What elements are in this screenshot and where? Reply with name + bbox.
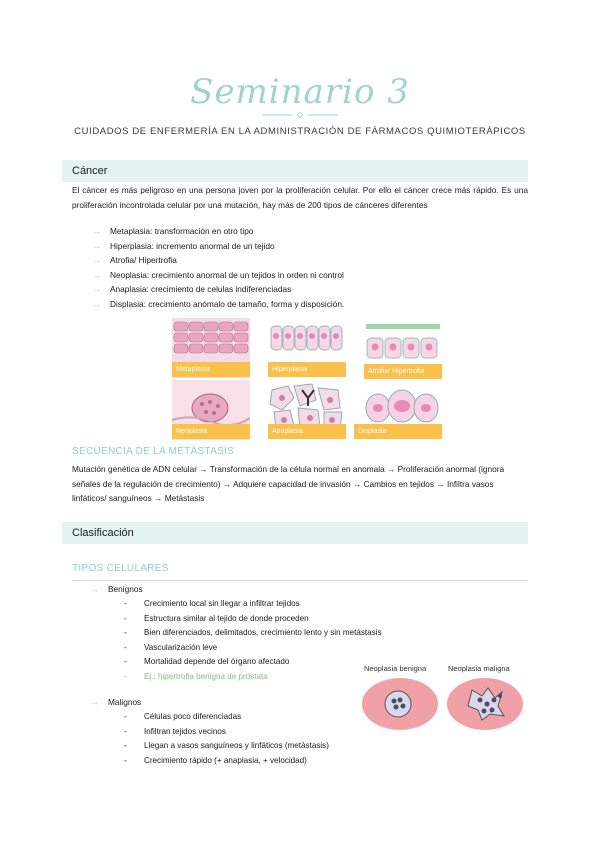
image-label: Neoplasia: [172, 424, 250, 439]
arrow-icon: →: [92, 226, 101, 236]
list-item: - Estructura similar al tejido de donde proceden: [124, 613, 309, 623]
neoplasia-diagram: [360, 676, 530, 734]
image-label: Metaplasia: [172, 362, 250, 377]
list-item: → Neoplasia: crecimiento anormal de un tejidos in orden ni control: [92, 268, 344, 283]
list-item: → Metaplasia: transformación en otro tipo: [92, 224, 344, 239]
arrow-icon: →: [92, 269, 101, 280]
malignos-heading: → Malignos: [90, 697, 142, 707]
list-item: - Células poco diferenciadas: [124, 712, 242, 721]
figure-label: Neoplasia benigna: [364, 664, 427, 673]
arrow-icon: →: [92, 298, 101, 309]
arrow-icon: →: [90, 697, 99, 707]
title-ornament: [262, 112, 338, 118]
page-subtitle: CUIDADOS DE ENFERMERÍA EN LA ADMINISTRACIÓN DE FÁRMACOS QUIMIOTERÁPICOS: [74, 126, 526, 137]
metastasis-sequence: Mutación genética de ADN celular → Transformación de la célula normal en anomala → Proliferación anormal (ignora señales de la regulación de crecimiento) → Adquiere capacidad de invasión → Cambios en tejidos → Infiltra vasos linfáticos/ sanguíneos → Metástasis: [72, 464, 505, 503]
figure-label: Neoplasia maligna: [448, 664, 510, 673]
cancer-intro: El cáncer es más peligroso en una persona joven por la proliferación celular. Por ello el cáncer crece más rápido. Es una proliferación incontrolada celular por una mutación, hay más de 200 tipos de cánceres diferentes: [72, 185, 528, 210]
malignos-list: [124, 710, 329, 768]
list-item: → Atrofia/ Hipertrofia: [92, 253, 344, 268]
cancer-types-list: [92, 224, 344, 312]
neoplasia-figure: [360, 664, 530, 734]
benignos-heading: → Benignos: [90, 584, 143, 594]
list-item: - Infiltran tejidos vecinos: [124, 726, 226, 736]
arrow-icon: →: [92, 240, 101, 251]
tipos-celulares-heading: TIPOS CELULARES: [72, 563, 169, 574]
section-heading-cancer: Cáncer: [62, 160, 528, 182]
list-item: → Hiperplasia: incremento anormal de un tejido: [92, 239, 344, 254]
list-item: - Crecimiento local sin llegar a infiltrar tejidos: [124, 599, 300, 608]
list-item: → Anaplasia: crecimiento de celulas indiferenciadas: [92, 282, 344, 297]
list-item: - Ej.: hipertrofia benigna de próstata: [124, 671, 268, 681]
arrow-icon: →: [92, 284, 101, 295]
arrow-icon: →: [92, 255, 101, 266]
image-label: Atrofia/ Hipertrofia: [364, 364, 442, 379]
page-title: Seminario 3: [190, 72, 410, 112]
image-label: Displasia: [354, 424, 442, 439]
list-item: - Vascularización leve: [124, 642, 218, 652]
benignos-list: [124, 597, 382, 685]
section-heading-clasificacion: Clasificación: [62, 522, 528, 544]
list-item: → Displasia: crecimiento anómalo de tamaño, forma y disposición.: [92, 297, 344, 312]
divider: [72, 580, 528, 581]
image-label: Hiperplasia: [268, 362, 346, 377]
image-label: Anaplasia: [268, 424, 346, 439]
list-item: - Crecimiento rápido (+ anaplasia, + velocidad): [124, 755, 307, 765]
metastasis-heading: SECUENCIA DE LA METÁSTASIS: [72, 446, 235, 457]
list-item: - Mortalidad depende del órgano afectado: [124, 657, 290, 667]
list-item: - Bien diferenciados, delimitados, crecimiento lento y sin metástasis: [124, 628, 382, 638]
tissue-image-grid: [170, 316, 442, 440]
arrow-icon: →: [90, 584, 99, 594]
list-item: - Llegan a vasos sanguíneos y linfáticos (metástasis): [124, 741, 329, 751]
